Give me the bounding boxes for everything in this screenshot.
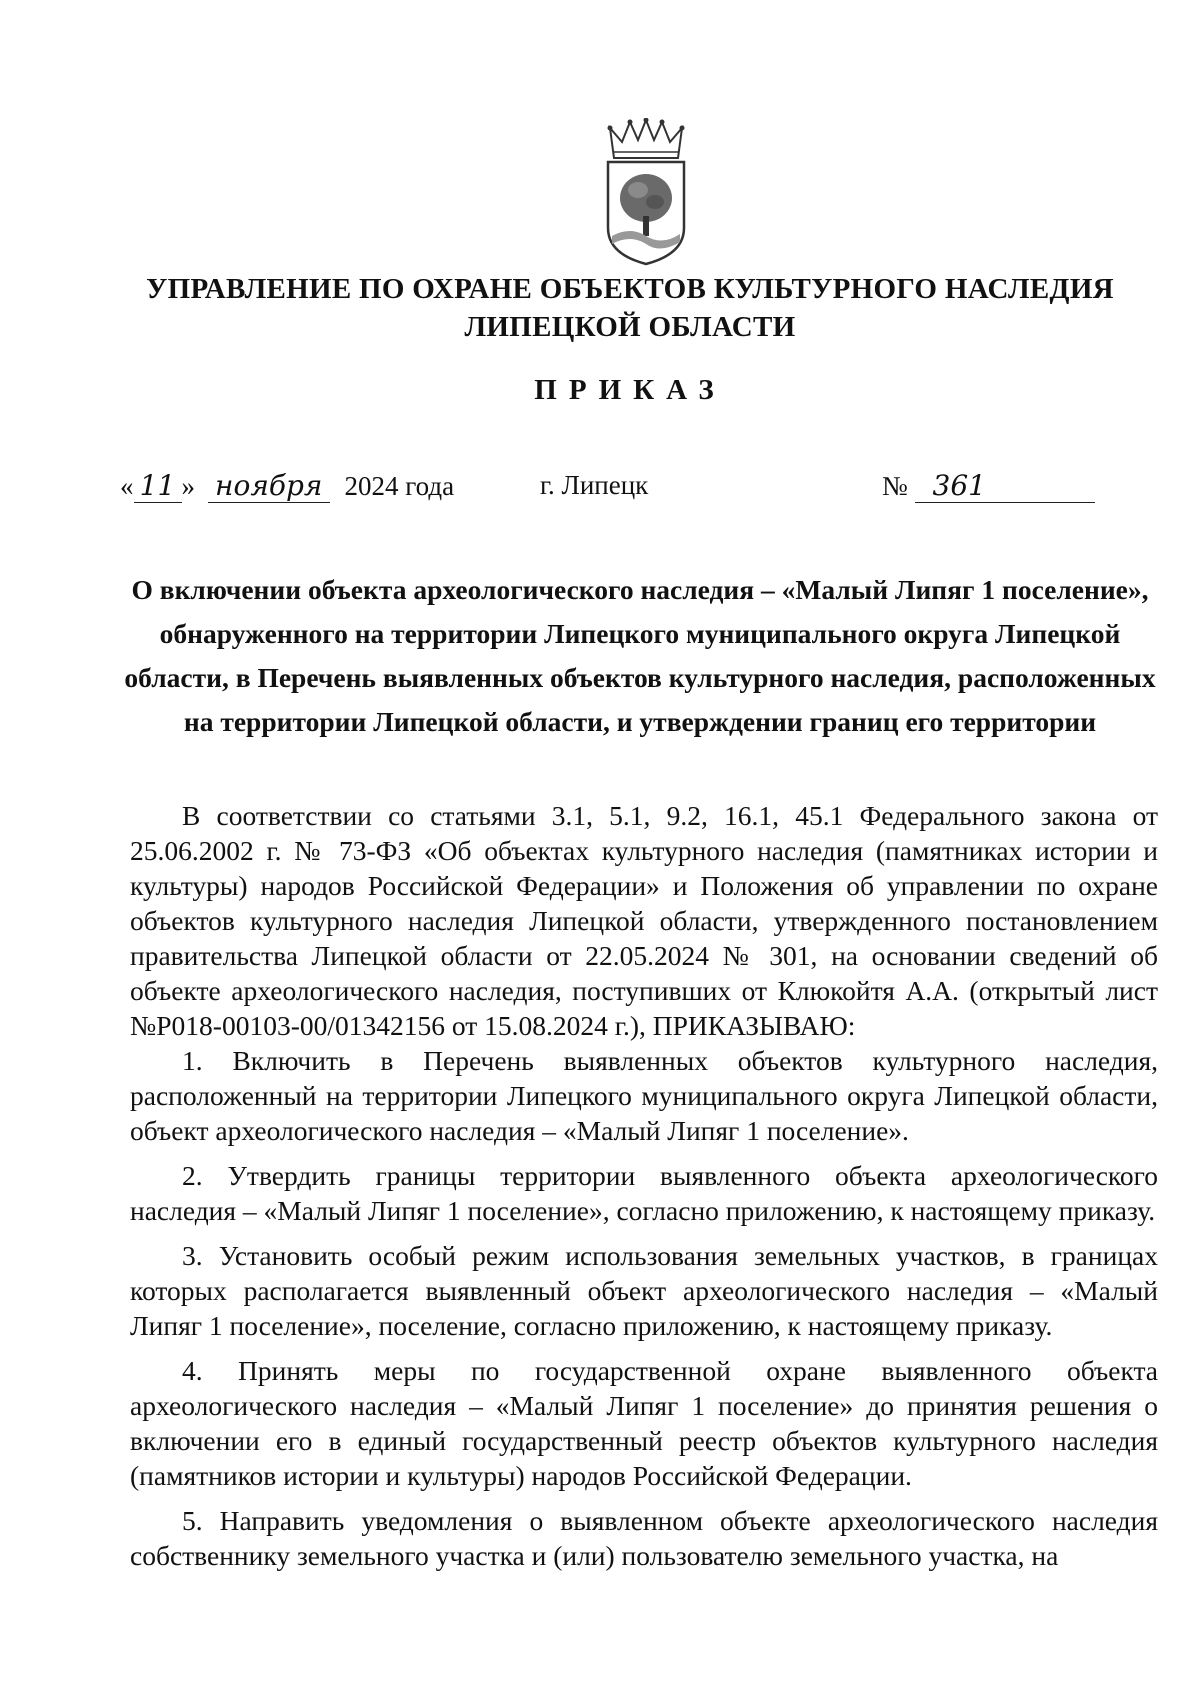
number-label: № [882, 471, 908, 501]
list-item: 1. Включить в Перечень выявленных объектов культурного наследия, расположенный на территории Липецкого муниципального округа Липецкой области, объект археологического наследия – «Малый Липяг 1 поселение». [130, 1045, 1158, 1146]
city: г. Липецк [540, 470, 649, 500]
preamble-paragraph: В соответствии со статьями 3.1, 5.1, 9.2, 16.1, 45.1 Федерального закона от 25.06.2002 г. № 73-ФЗ «Об объектах культурного наследия (памятниках истории и культуры) народов Российской Федерации» и Положения об управлении по охране объектов культурного наследия Липецкой области, утвержденного постановлением правительства Липецкой области от 22.05.2024 № 301, на основании сведений об объекте археологического наследия, поступивших от Клюкойтя А.А. (открытый лист №Р018-00103-00/01342156 от 15.08.2024 г.), ПРИКАЗЫВАЮ: [130, 800, 1158, 1041]
list-item: 3. Установить особый режим использования земельных участков, в границах которых располагается выявленный объект археологического наследия – «Малый Липяг 1 поселение», поселение, согласно приложению, к настоящему приказу. [130, 1240, 1158, 1341]
org-name-line2: ЛИПЕЦКОЙ ОБЛАСТИ [464, 311, 796, 343]
order-number-field [882, 470, 1095, 503]
organization-header [120, 270, 1140, 346]
date-day-handwritten: 11 [134, 470, 182, 503]
document-title: О включении объекта археологического наследия – «Малый Липяг 1 поселение», обнаруженного на территории Липецкого муниципального округа Липецкой области, в Перечень выявленных объектов культурного наследия, расположенных на территории Липецкой области, и утверждении границ его территории [124, 574, 1156, 737]
list-item: 2. Утвердить границы территории выявленного объекта археологического наследия – «Малый Липяг 1 поселение», согласно приложению, к настоящему приказу. [130, 1160, 1158, 1226]
date-year: 2024 года [344, 471, 455, 501]
list-item: 4. Принять меры по государственной охране выявленного объекта археологического наследия – «Малый Липяг 1 поселение» до принятия решения о включении его в единый государственный реестр объектов культурного наследия (памятников истории и культуры) народов Российской Федерации. [130, 1355, 1158, 1491]
document-body [130, 798, 1158, 1573]
date-month-handwritten: ноября [208, 470, 330, 503]
close-quote: » [181, 471, 195, 501]
document-type: ПРИКАЗ [534, 374, 726, 406]
coat-of-arms-icon [600, 118, 692, 268]
order-number-handwritten: 361 [915, 470, 1095, 503]
list-item: 5. Направить уведомления о выявленном объекте археологического наследия собственнику земельного участка и (или) пользователю земельного участка, на [130, 1505, 1158, 1571]
date-field [120, 470, 454, 503]
org-name-line1: УПРАВЛЕНИЕ ПО ОХРАНЕ ОБЪЕКТОВ КУЛЬТУРНОГО НАСЛЕДИЯ [146, 273, 1114, 305]
open-quote: « [120, 471, 134, 501]
